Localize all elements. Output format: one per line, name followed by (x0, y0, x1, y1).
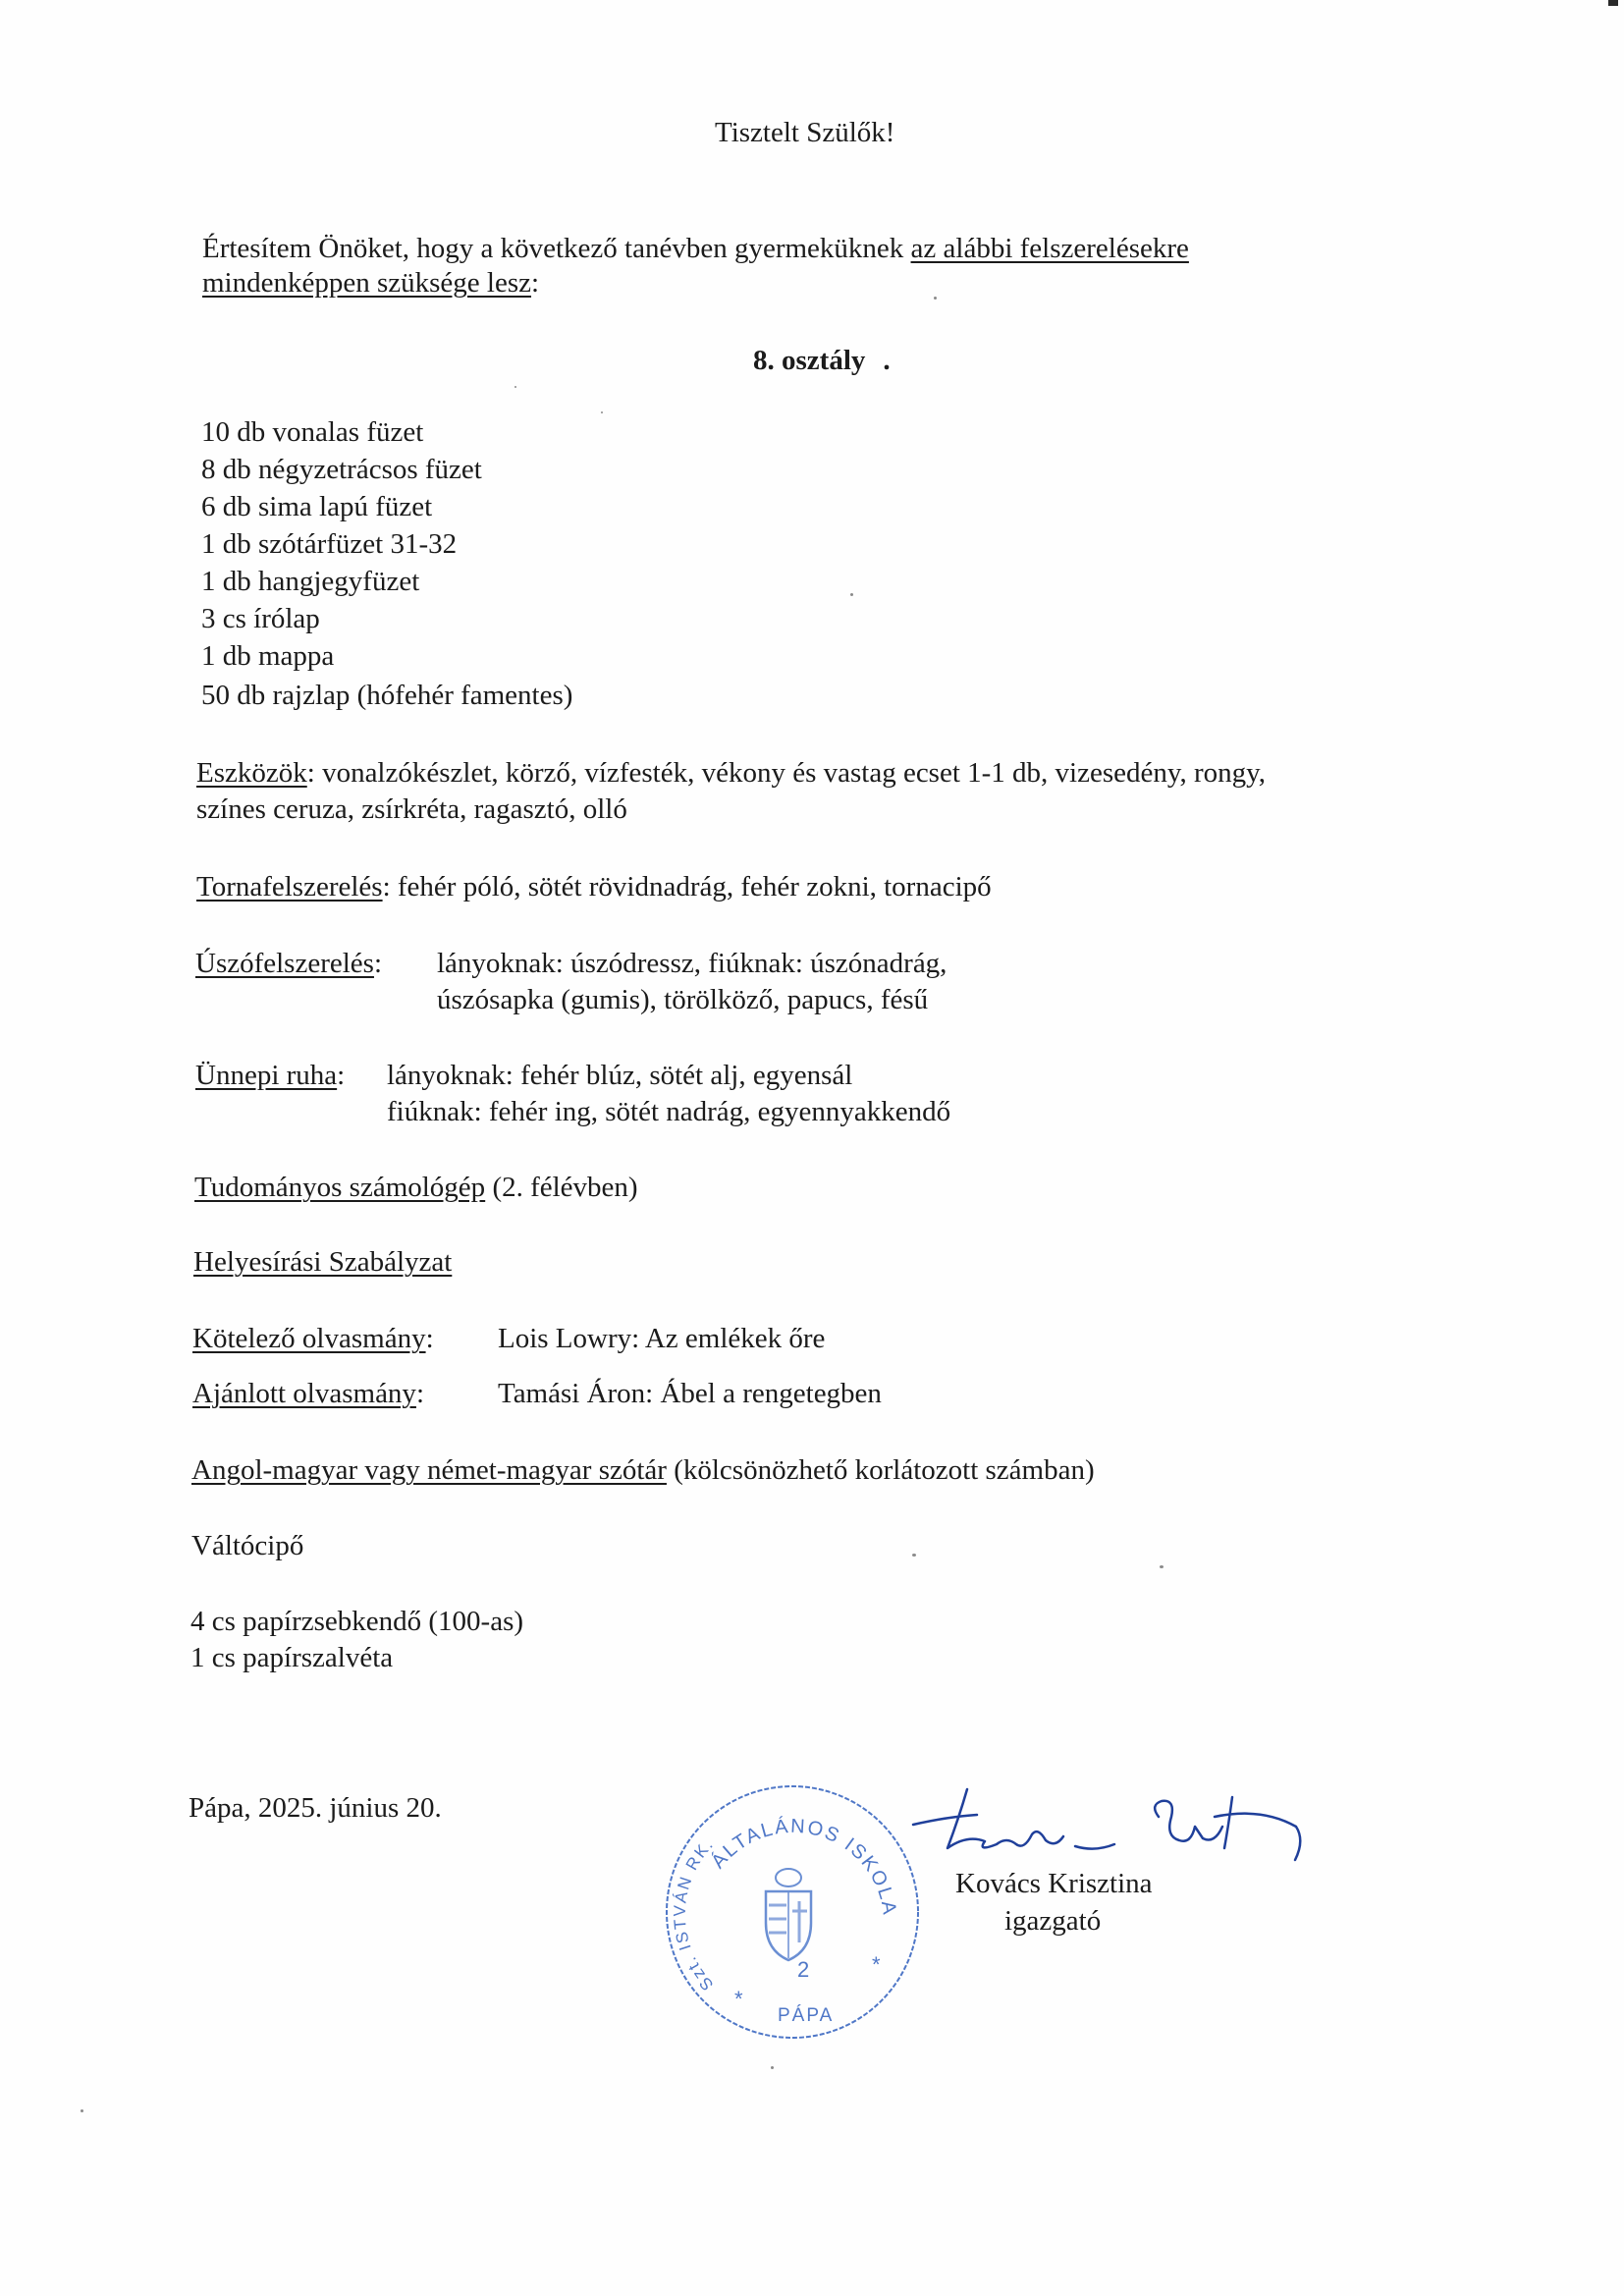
tissues-line: 4 cs papírzsebkendő (100-as) (190, 1606, 524, 1637)
tools-line-1 (196, 754, 1266, 792)
formal-line-1: lányoknak: fehér blúz, sötét alj, egyensál (387, 1060, 853, 1091)
signer-title: igazgató (1004, 1905, 1102, 1937)
calculator-heading: Tudományos számológép (194, 1172, 486, 1203)
supply-item: 1 db mappa (201, 640, 335, 672)
grade-text: 8. osztály (753, 345, 866, 376)
tools-text: vonalzókészlet, körző, vízfesték, vékony és vastag ecset 1-1 db, vizesedény, rongy, (314, 757, 1267, 789)
stamp-number: 2 (797, 1957, 810, 1982)
place-date: Pápa, 2025. június 20. (189, 1792, 442, 1824)
dictionary-line (191, 1451, 1095, 1489)
swim-heading: Úszófelszerelés (195, 948, 374, 979)
intro-underlined: az alábbi felszerelésekre (910, 233, 1189, 264)
supply-item: 50 db rajzlap (hófehér famentes) (201, 680, 573, 711)
supply-item: 6 db sima lapú füzet (201, 491, 433, 522)
supply-item: 3 cs írólap (201, 603, 320, 634)
swim-line-2: úszósapka (gumis), törölköző, papucs, fésű (437, 984, 929, 1015)
calculator-line (194, 1169, 638, 1206)
mandatory-reading-colon: : (425, 1323, 434, 1354)
recommended-reading-heading: Ajánlott olvasmány (192, 1378, 416, 1409)
spelling-line (193, 1243, 452, 1281)
scan-speck (912, 1554, 916, 1557)
swim-heading-line (195, 945, 382, 982)
scan-speck (1160, 1565, 1164, 1568)
intro-underlined-2: mindenképpen szüksége lesz (202, 267, 532, 299)
dictionary-text: (kölcsönözhető korlátozott számban) (666, 1454, 1095, 1486)
pe-line (196, 868, 992, 905)
recommended-reading-text: Tamási Áron: Ábel a rengetegben (498, 1378, 882, 1409)
formal-heading: Ünnepi ruha (195, 1060, 338, 1091)
coat-of-arms-icon (766, 1869, 811, 1960)
pe-heading: Tornafelszerelés (196, 871, 383, 902)
pe-text: fehér póló, sötét rövidnadrág, fehér zokni, tornacipő (390, 871, 992, 902)
tools-heading: Eszközök (196, 757, 307, 789)
grade-heading (753, 342, 891, 379)
mandatory-reading-heading-line (192, 1320, 434, 1357)
stamp-left-arc: Szt. ISTVÁN RK. (670, 1833, 718, 1995)
stamp-bottom-text: PÁPA (778, 2005, 835, 2026)
dictionary-heading: Angol-magyar vagy német-magyar szótár (191, 1454, 667, 1486)
scan-edge-mark (1608, 0, 1618, 6)
salutation: Tisztelt Szülők! (715, 117, 895, 148)
formal-colon: : (337, 1060, 346, 1091)
intro-line-1 (202, 230, 1189, 267)
spelling-heading: Helyesírási Szabályzat (193, 1246, 453, 1278)
scan-speck (771, 2066, 774, 2069)
scan-speck (934, 297, 937, 300)
tools-colon: : (306, 757, 315, 789)
recommended-reading-heading-line (192, 1375, 424, 1412)
signer-name: Kovács Krisztina (955, 1868, 1153, 1899)
supply-item: 1 db szótárfüzet 31-32 (201, 528, 458, 560)
stamp-star-left: * (734, 1987, 743, 2011)
swim-colon: : (373, 948, 383, 979)
scan-speck (850, 593, 853, 596)
grade-mark: . (883, 345, 891, 376)
stamp-top-arc: ÁLTALÁNOS ISKOLA (707, 1815, 900, 1918)
napkins-line: 1 cs papírszalvéta (190, 1642, 394, 1673)
formal-line-2: fiúknak: fehér ing, sötét nadrág, egyennyakkendő (387, 1096, 951, 1127)
scan-speck (601, 411, 603, 413)
mandatory-reading-heading: Kötelező olvasmány (192, 1323, 426, 1354)
swim-line-1: lányoknak: úszódressz, fiúknak: úszónadrág, (437, 948, 947, 979)
pe-colon: : (382, 871, 391, 902)
supply-item: 1 db hangjegyfüzet (201, 566, 420, 597)
shoes-line: Váltócipő (191, 1530, 304, 1561)
scan-speck (81, 2109, 83, 2112)
tools-line-2: színes ceruza, zsírkréta, ragasztó, olló (196, 793, 627, 825)
school-stamp (656, 1776, 929, 2049)
formal-heading-line (195, 1057, 345, 1094)
intro-colon: : (531, 267, 540, 299)
scan-speck (514, 386, 516, 388)
recommended-reading-colon: : (415, 1378, 424, 1409)
calculator-text: (2. félévben) (485, 1172, 638, 1203)
mandatory-reading-text: Lois Lowry: Az emlékek őre (498, 1323, 826, 1354)
supply-item: 10 db vonalas füzet (201, 416, 424, 448)
intro-line-2 (202, 264, 539, 301)
stamp-star-right: * (872, 1952, 881, 1977)
supply-item: 8 db négyzetrácsos füzet (201, 454, 482, 485)
intro-text: Értesítem Önöket, hogy a következő tanévben gyermeküknek (202, 233, 911, 264)
